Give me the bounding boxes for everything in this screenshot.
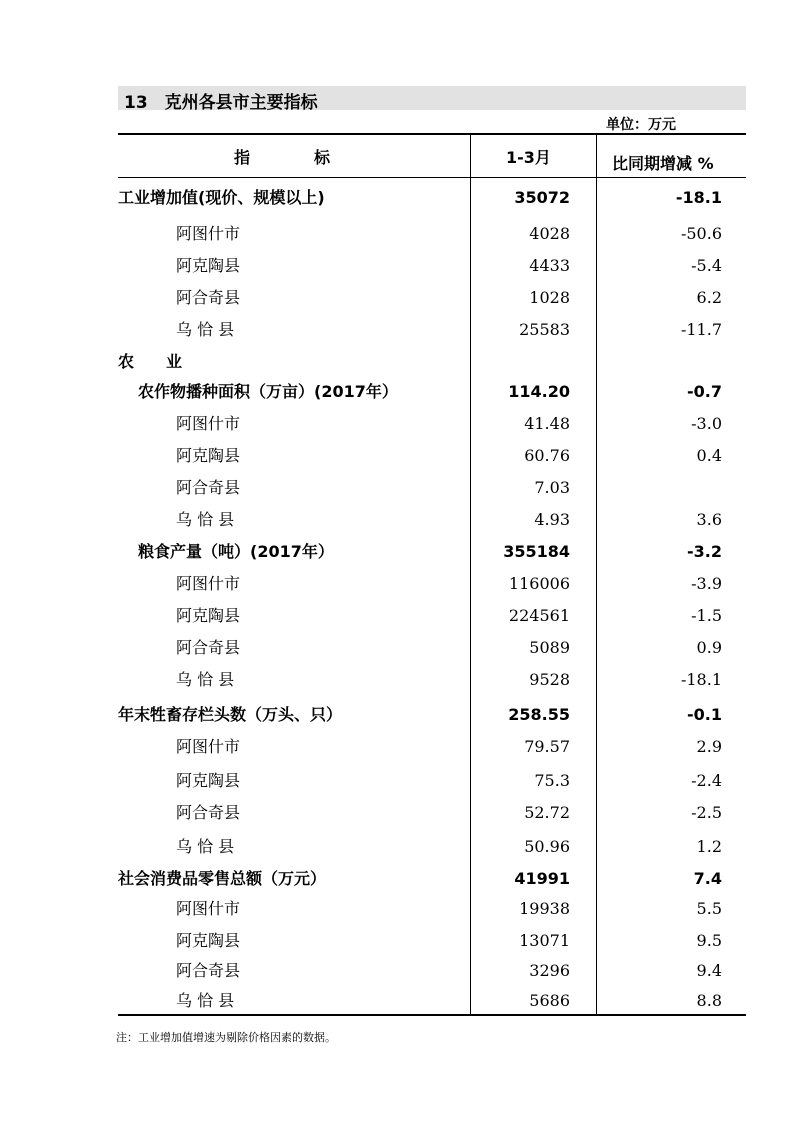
row-change: -0.1 <box>687 705 722 724</box>
table-row <box>118 440 746 472</box>
row-change: 1.2 <box>696 837 722 856</box>
row-change: -50.6 <box>680 224 722 243</box>
row-indicator: 乌 恰 县 <box>176 991 235 1010</box>
table-row <box>118 600 746 632</box>
table-row <box>118 282 746 314</box>
row-value <box>470 346 570 378</box>
row-indicator: 工业增加值(现价、规模以上) <box>118 188 325 207</box>
row-change: -3.2 <box>687 542 722 561</box>
row-change: 7.4 <box>693 869 722 888</box>
row-change: -18.1 <box>675 188 722 207</box>
table-row <box>118 863 746 895</box>
row-indicator: 阿合奇县 <box>176 478 241 497</box>
table-row <box>118 955 746 987</box>
row-indicator: 阿图什市 <box>176 574 241 593</box>
row-indicator: 阿克陶县 <box>176 446 241 465</box>
row-value: 5089 <box>529 638 570 657</box>
row-change: -0.7 <box>687 382 722 401</box>
row-change: 0.9 <box>696 638 722 657</box>
row-value: 224561 <box>508 606 570 625</box>
row-value: 1028 <box>529 288 570 307</box>
table-row <box>118 632 746 664</box>
table-row <box>118 472 746 504</box>
top-rule <box>118 133 746 135</box>
row-value: 355184 <box>503 542 570 561</box>
row-value: 258.55 <box>508 705 570 724</box>
row-indicator: 年末牲畜存栏头数（万头、只） <box>118 705 343 724</box>
table-row <box>118 831 746 863</box>
table-row <box>118 699 746 731</box>
row-indicator: 农作物播种面积（万亩）(2017年） <box>138 382 398 401</box>
row-value: 60.76 <box>524 446 570 465</box>
row-indicator: 阿克陶县 <box>176 771 241 790</box>
table-row <box>118 664 746 696</box>
row-change <box>602 472 722 504</box>
row-change: -5.4 <box>691 256 722 275</box>
row-change <box>602 346 722 378</box>
table-row <box>118 182 746 214</box>
row-value: 5686 <box>529 991 570 1010</box>
row-indicator: 乌 恰 县 <box>176 320 235 339</box>
table-row <box>118 925 746 957</box>
row-value: 13071 <box>519 931 570 950</box>
table-row <box>118 797 746 829</box>
row-change: 6.2 <box>696 288 722 307</box>
header-change: 比同期增减 % <box>612 154 714 173</box>
header-indicator: 指 标 <box>234 148 331 167</box>
row-indicator: 阿图什市 <box>176 737 241 756</box>
row-change: -2.4 <box>691 771 722 790</box>
table-title: 13 克州各县市主要指标 <box>124 93 318 113</box>
row-indicator: 社会消费品零售总额（万元） <box>118 869 327 888</box>
row-value: 41.48 <box>524 414 570 433</box>
row-indicator: 乌 恰 县 <box>176 837 235 856</box>
row-indicator: 阿克陶县 <box>176 931 241 950</box>
row-value: 4.93 <box>534 510 570 529</box>
row-value: 75.3 <box>534 771 570 790</box>
row-value: 41991 <box>514 869 570 888</box>
row-value: 4433 <box>529 256 570 275</box>
table-row <box>118 218 746 250</box>
row-change: 3.6 <box>696 510 722 529</box>
row-value: 19938 <box>519 899 570 918</box>
row-change: 0.4 <box>696 446 722 465</box>
header-rule <box>118 177 746 178</box>
row-indicator: 阿图什市 <box>176 414 241 433</box>
row-change: -3.0 <box>691 414 722 433</box>
row-value: 3296 <box>529 961 570 980</box>
row-value: 52.72 <box>524 803 570 822</box>
row-value: 35072 <box>514 188 570 207</box>
row-indicator: 阿克陶县 <box>176 256 241 275</box>
table-row <box>118 568 746 600</box>
table-row <box>118 504 746 536</box>
table-row <box>118 346 746 378</box>
footnote: 注：工业增加值增速为剔除价格因素的数据。 <box>116 1031 336 1044</box>
table-row <box>118 250 746 282</box>
table-row <box>118 376 746 408</box>
row-value: 114.20 <box>508 382 570 401</box>
row-value: 50.96 <box>524 837 570 856</box>
row-value: 25583 <box>519 320 570 339</box>
header-period: 1-3月 <box>506 148 551 167</box>
row-change: 9.4 <box>696 961 722 980</box>
row-indicator: 阿合奇县 <box>176 288 241 307</box>
row-change: -11.7 <box>680 320 722 339</box>
table-row <box>118 893 746 925</box>
unit-label: 单位：万元 <box>606 117 676 133</box>
row-indicator: 阿合奇县 <box>176 638 241 657</box>
row-indicator: 粮食产量（吨）(2017年） <box>138 542 334 561</box>
table-row <box>118 765 746 797</box>
row-indicator: 阿合奇县 <box>176 961 241 980</box>
row-change: -18.1 <box>680 670 722 689</box>
row-value: 7.03 <box>534 478 570 497</box>
table-row <box>118 985 746 1017</box>
row-change: 2.9 <box>696 737 722 756</box>
row-change: -1.5 <box>691 606 722 625</box>
row-indicator: 农 业 <box>118 352 183 371</box>
row-change: -2.5 <box>691 803 722 822</box>
row-value: 79.57 <box>524 737 570 756</box>
table-row <box>118 314 746 346</box>
row-change: 9.5 <box>696 931 722 950</box>
table-row <box>118 536 746 568</box>
table-row <box>118 408 746 440</box>
row-value: 116006 <box>508 574 570 593</box>
row-indicator: 乌 恰 县 <box>176 510 235 529</box>
row-value: 9528 <box>529 670 570 689</box>
row-indicator: 阿图什市 <box>176 224 241 243</box>
table-row <box>118 731 746 763</box>
row-change: 8.8 <box>696 991 722 1010</box>
row-indicator: 乌 恰 县 <box>176 670 235 689</box>
row-change: 5.5 <box>696 899 722 918</box>
row-indicator: 阿克陶县 <box>176 606 241 625</box>
row-indicator: 阿合奇县 <box>176 803 241 822</box>
row-indicator: 阿图什市 <box>176 899 241 918</box>
row-change: -3.9 <box>691 574 722 593</box>
row-value: 4028 <box>529 224 570 243</box>
